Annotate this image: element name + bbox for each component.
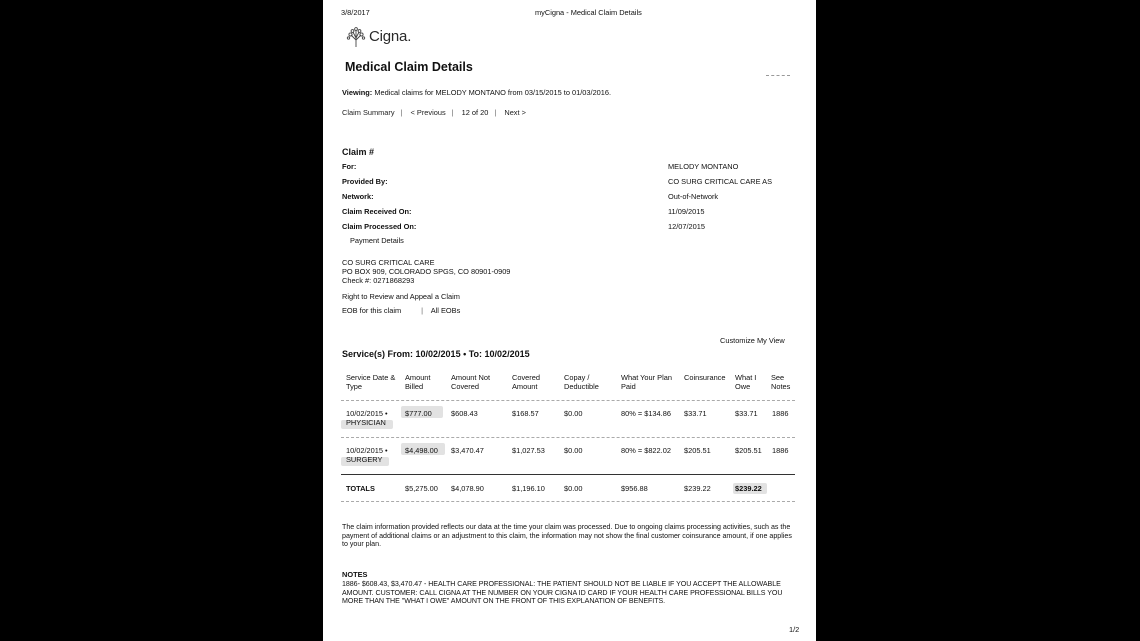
label-network: Network: — [342, 192, 374, 201]
totals-covered: $1,196.10 — [512, 484, 545, 493]
row2-owe: $205.51 — [735, 446, 762, 455]
page-number: 1/2 — [789, 625, 800, 634]
row2-billed: $4,498.00 — [405, 446, 438, 455]
col-copay-deductible: Copay / Deductible — [564, 373, 599, 391]
review-appeal-link[interactable]: Right to Review and Appeal a Claim — [342, 292, 460, 301]
value-provided-by: CO SURG CRITICAL CARE AS — [668, 177, 773, 186]
value-processed: 12/07/2015 — [668, 222, 705, 231]
row2-copay: $0.00 — [564, 446, 583, 455]
value-network: Out-of-Network — [668, 192, 719, 201]
payment-details-link[interactable]: Payment Details — [350, 236, 404, 245]
col-service-date: Service Date & Type — [346, 373, 396, 391]
row1-covered: $168.57 — [512, 409, 539, 418]
label-processed: Claim Processed On: — [342, 222, 417, 231]
logo-text: Cigna. — [369, 28, 412, 45]
notes-text: 1886- $608.43, $3,470.47 - HEALTH CARE PROFESSIONAL: THE PATIENT SHOULD NOT BE LIABLE IF YOU ACCEPT THE ALLOWABLE AMOUNT. CUSTOMER: CALL CIGNA AT THE NUMBER ON YOUR CIGNA ID CARD IF YOUR HEALTH CARE PROFESSIONAL BILLS YOU MORE THAN THE "WHAT I OWE" AMOUNT ON THE FRONT OF THIS EXPLANATION OF BENEFITS. — [342, 580, 783, 606]
claim-nav: Claim Summary | < Previous | 12 of 20 | Next > — [342, 108, 526, 117]
next-link[interactable]: Next > — [504, 108, 526, 117]
disclaimer-text: The claim information provided reflects our data at the time your claim was processed. Due to ongoing claims processing activities, such as the payment of additional claims or an adjustment to this claim, the information may not show the final customer coinsurance amount, if one applies to your plan. — [342, 523, 792, 549]
label-received: Claim Received On: — [342, 207, 412, 216]
col-what-i-owe: What I Owe — [735, 373, 757, 391]
payee-address: PO BOX 909, COLORADO SPGS, CO 80901-0909 — [342, 267, 511, 276]
claim-summary-link[interactable]: Claim Summary — [342, 108, 395, 117]
row1-type: PHYSICIAN — [346, 418, 386, 427]
totals-owe: $239.22 — [735, 484, 762, 493]
col-amount-billed: Amount Billed — [405, 373, 431, 391]
col-plan-paid: What Your Plan Paid — [621, 373, 672, 391]
table-divider — [341, 501, 795, 502]
row2-not-covered: $3,470.47 — [451, 446, 484, 455]
col-see-notes: See Notes — [771, 373, 791, 391]
row1-notes: 1886 — [772, 409, 789, 418]
row2-plan-paid: 80% = $822.02 — [621, 446, 671, 455]
claim-heading: Claim # — [342, 147, 375, 157]
table-divider — [341, 400, 795, 401]
col-coinsurance: Coinsurance — [684, 373, 726, 382]
services-heading: Service(s) From: 10/02/2015 • To: 10/02/2015 — [342, 349, 530, 359]
notes-heading: NOTES — [342, 570, 368, 579]
totals-label: TOTALS — [346, 484, 375, 493]
col-amount-not-covered: Amount Not Covered — [451, 373, 491, 391]
table-divider — [341, 474, 795, 475]
all-eobs-link[interactable]: All EOBs — [430, 306, 461, 315]
col-covered-amount: Covered Amount — [512, 373, 540, 391]
viewing-text: Medical claims for MELODY MONTANO from 03/15/2015 to 01/03/2016. — [374, 88, 612, 97]
page-title: Medical Claim Details — [345, 60, 473, 74]
row2-date: 10/02/2015 • — [346, 446, 388, 455]
previous-link[interactable]: < Previous — [410, 108, 446, 117]
cigna-logo — [345, 26, 411, 48]
print-date: 3/8/2017 — [341, 8, 370, 17]
row1-not-covered: $608.43 — [451, 409, 478, 418]
value-received: 11/09/2015 — [668, 207, 705, 216]
row2-covered: $1,027.53 — [512, 446, 545, 455]
row1-owe: $33.71 — [735, 409, 758, 418]
row1-plan-paid: 80% = $134.86 — [621, 409, 671, 418]
totals-coinsurance: $239.22 — [684, 484, 711, 493]
print-title: myCigna - Medical Claim Details — [535, 8, 642, 17]
viewing-line — [342, 89, 611, 98]
value-for: MELODY MONTANO — [668, 162, 739, 171]
row2-coinsurance: $205.51 — [684, 446, 711, 455]
totals-billed: $5,275.00 — [405, 484, 438, 493]
tree-icon — [345, 26, 367, 48]
payee-name: CO SURG CRITICAL CARE — [342, 258, 435, 267]
claim-position: 12 of 20 — [461, 108, 489, 117]
row1-billed: $777.00 — [405, 409, 432, 418]
table-divider — [341, 437, 795, 438]
check-number: Check #: 0271868293 — [342, 276, 415, 285]
customize-view-link[interactable]: Customize My View — [720, 336, 785, 345]
row2-notes: 1886 — [772, 446, 789, 455]
row1-coinsurance: $33.71 — [684, 409, 707, 418]
row1-date: 10/02/2015 • — [346, 409, 388, 418]
header-divider — [766, 75, 790, 76]
eob-claim-nav: EOB for this claim | All EOBs — [342, 306, 461, 315]
totals-not-covered: $4,078.90 — [451, 484, 484, 493]
label-provided-by: Provided By: — [342, 177, 388, 186]
totals-copay: $0.00 — [564, 484, 583, 493]
document-page — [323, 0, 816, 641]
label-for: For: — [342, 162, 357, 171]
viewing-label: Viewing: — [342, 88, 373, 97]
eob-claim-link[interactable]: EOB for this claim — [342, 306, 402, 315]
totals-plan-paid: $956.88 — [621, 484, 648, 493]
row1-copay: $0.00 — [564, 409, 583, 418]
row2-type: SURGERY — [346, 455, 383, 464]
